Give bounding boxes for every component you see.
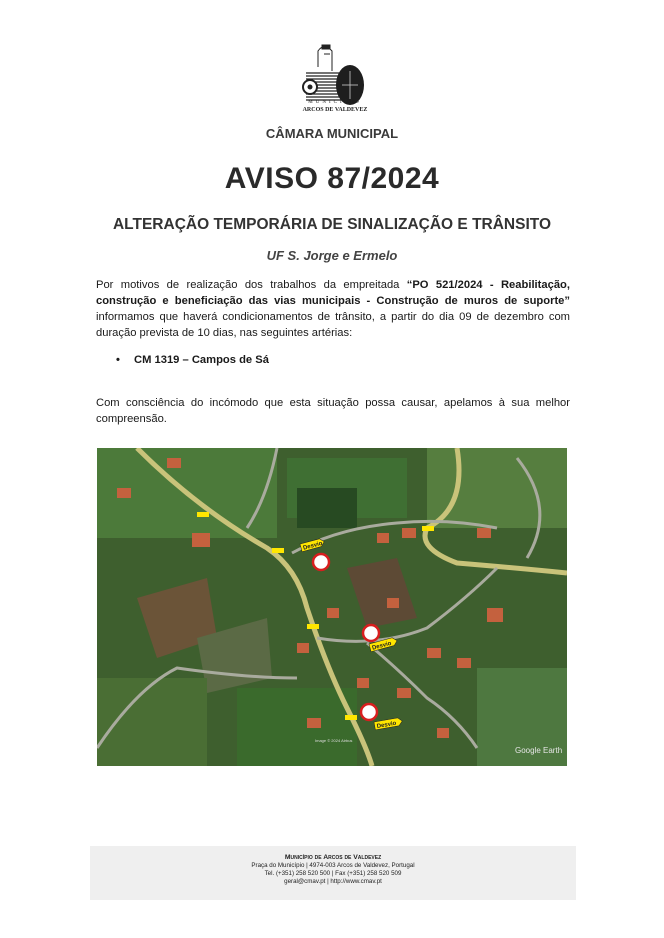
road-name: CM 1319 – Campos de Sá [134,354,269,366]
logo-municipio-text: MUNICÍPIO [308,100,362,105]
logo-arcos-text: ARCOS DE VALDEVEZ [302,107,368,113]
notice-title: AVISO 87/2024 [224,162,440,195]
intro-text-1: Por motivos de realização dos trabalhos da empreitada [96,279,407,291]
aerial-map [97,448,567,766]
footer [90,846,576,900]
road-list-item [116,354,269,366]
footer-address: Praça do Município | 4974-003 Arcos de Valdevez, Portugal [251,862,415,869]
footer-contact[interactable]: geral@cmav.pt | http://www.cmav.pt [284,878,382,885]
organization-heading: CÂMARA MUNICIPAL [265,126,399,141]
svg-text:Desvio: Desvio [302,540,324,552]
svg-text:Image © 2024 Airbus: Image © 2024 Airbus [315,738,353,743]
parish-location: UF S. Jorge e Ermelo [266,248,398,263]
project-name: “PO 521/2024 - Reabilitação, construção e beneficiação das vias municipais - Construção de muros de suporte” [96,279,570,307]
footer-municipality: Município de Arcos de Valdevez [284,854,382,861]
closing-paragraph: Com consciência do incómodo que esta situação possa causar, apelamos à sua melhor compreensão. [96,397,570,425]
notice-subtitle: ALTERAÇÃO TEMPORÁRIA DE SINALIZAÇÃO E TRÂNSITO [112,216,552,233]
bullet-icon: • [116,354,120,366]
footer-phone: Tel. (+351) 258 520 500 | Fax (+351) 258 520 509 [264,870,402,877]
svg-text:Desvio: Desvio [376,720,397,731]
intro-paragraph [96,277,570,341]
google-earth-attribution: Google Earth [515,746,563,755]
municipal-crest-icon [292,34,378,118]
svg-text:Desvio: Desvio [371,640,393,652]
satellite-image [97,448,567,766]
intro-text-2: informamos que haverá condicionamentos de trânsito, a partir do dia 09 de dezembro com duração prevista de 10 dias, nas seguintes artérias: [96,311,570,339]
